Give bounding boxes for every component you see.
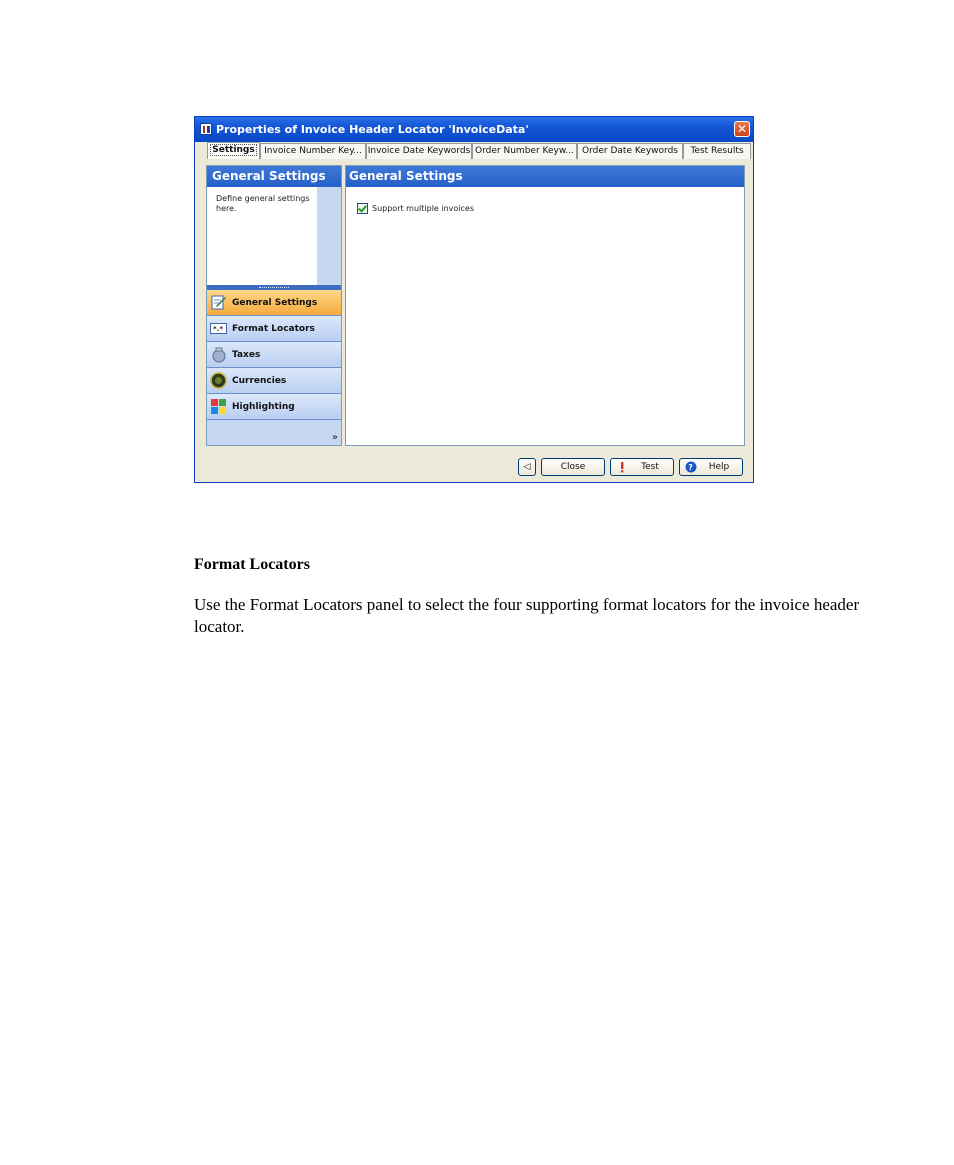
nav-label: Currencies (232, 376, 287, 386)
tab-order-number-keywords[interactable]: Order Number Keyw... (472, 143, 577, 159)
svg-text:*.*: *.* (213, 325, 223, 333)
tab-order-date-keywords[interactable]: Order Date Keywords (577, 143, 683, 159)
help-icon (685, 461, 697, 473)
tab-settings[interactable] (207, 142, 260, 159)
general-settings-icon (210, 294, 227, 311)
tab-label: Settings (212, 145, 255, 155)
currencies-icon (210, 372, 227, 389)
tab-invoice-date-keywords[interactable]: Invoice Date Keywords (366, 143, 472, 159)
nav-label: Taxes (232, 350, 261, 360)
panel-description: Define general settings here. (207, 187, 317, 285)
dialog-title: Properties of Invoice Header Locator 'InvoiceData' (216, 123, 529, 136)
section-paragraph: Use the Format Locators panel to select the four supporting format locators for the invoice header locator. (194, 595, 860, 636)
tab-invoice-number-keywords[interactable]: Invoice Number Key... (260, 143, 366, 159)
svg-text:?: ? (688, 463, 693, 472)
navigation-pane (206, 165, 342, 446)
exclamation-icon (616, 461, 628, 473)
nav-item-format-locators[interactable] (207, 316, 341, 342)
taxes-icon (210, 346, 227, 363)
section-heading: Format Locators (194, 556, 310, 573)
nav-label: Highlighting (232, 402, 295, 412)
checkbox-label: Support multiple invoices (372, 204, 475, 213)
close-button[interactable]: Close (541, 458, 605, 476)
test-button-label: Test (641, 462, 659, 472)
tab-test-results[interactable]: Test Results (683, 143, 751, 159)
close-icon[interactable]: ✕ (734, 121, 750, 137)
more-items-icon[interactable]: » (331, 432, 338, 443)
nav-item-general-settings[interactable] (207, 290, 341, 316)
highlighting-icon (210, 398, 227, 415)
nav-item-taxes[interactable] (207, 342, 341, 368)
app-icon (200, 123, 212, 135)
support-multiple-invoices-row[interactable] (357, 203, 474, 214)
title-bar[interactable] (195, 117, 753, 142)
help-button-label: Help (708, 462, 730, 472)
left-pane-header: General Settings (207, 166, 341, 187)
back-icon: ◁ (523, 462, 531, 472)
nav-label: Format Locators (232, 324, 315, 334)
format-locators-icon (210, 320, 227, 337)
tab-bar (195, 142, 753, 159)
help-button[interactable] (679, 458, 743, 476)
settings-pane (345, 165, 745, 446)
support-multiple-invoices-checkbox[interactable] (357, 203, 368, 214)
nav-item-highlighting[interactable] (207, 394, 341, 420)
back-button[interactable] (518, 458, 536, 476)
nav-label: General Settings (232, 298, 318, 308)
properties-dialog (194, 116, 754, 483)
nav-item-currencies[interactable] (207, 368, 341, 394)
right-pane-header: General Settings (346, 166, 744, 187)
test-button[interactable] (610, 458, 674, 476)
